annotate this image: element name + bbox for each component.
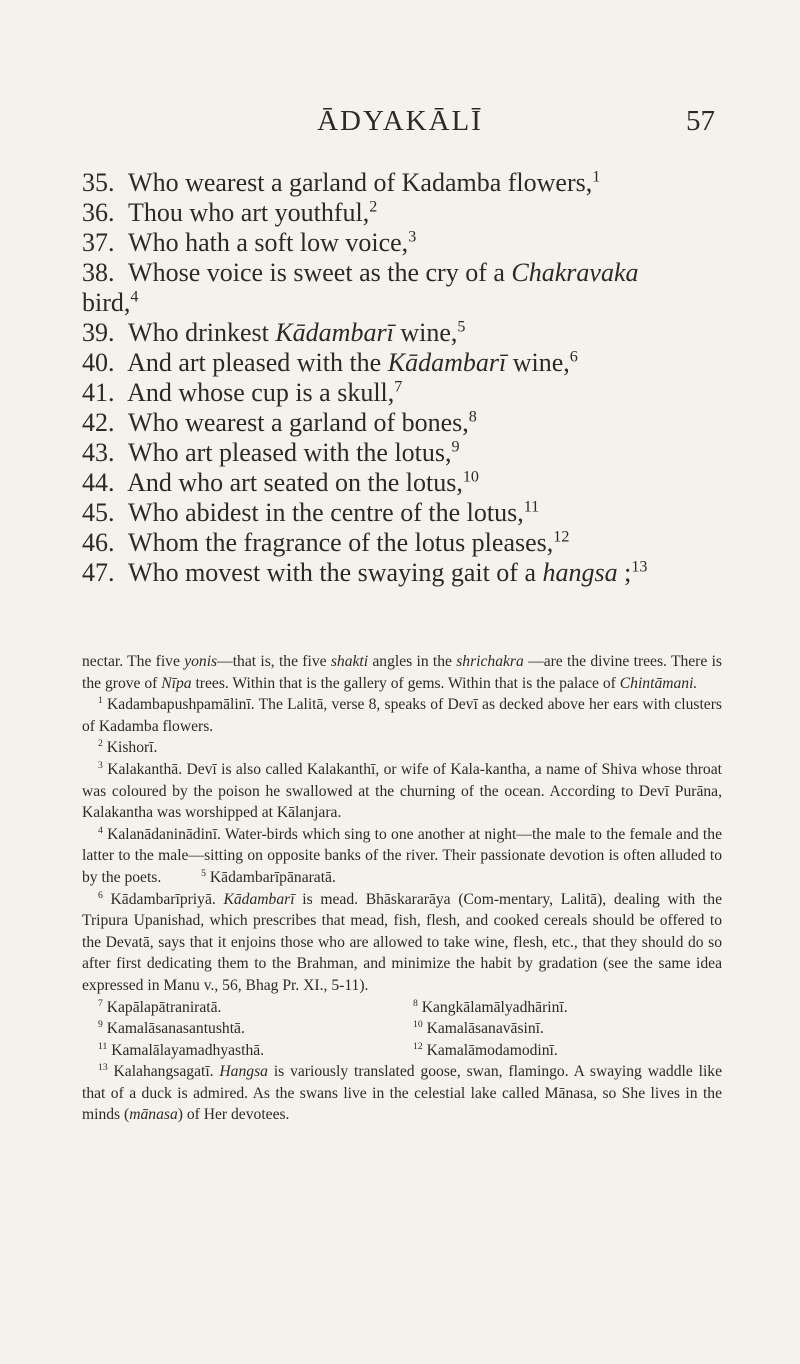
verse-36: 36. Thou who art youthful,$^2$ (82, 198, 378, 227)
footnote-2: $^2$ Kishorī. (98, 738, 158, 757)
footnote-13: $^{13}$ Kalahangsagatī. Hangsa is variously translated goose, swan, flamingo. A swaying waddle like that of a duck is admired. As the swans live in the celestial lake called Mānasa, so She lives in the minds (mānasa) of Her devotees. (82, 1062, 723, 1124)
verse-40: 40. And art pleased with the Kādambarī wine,$^6$ (82, 348, 578, 377)
verse-47: 47. Who movest with the swaying gait of a hangsa ;$^{13}$ (82, 558, 648, 587)
verse-37: 37. Who hath a soft low voice,$^3$ (82, 228, 417, 257)
footnote-pair-9-10: $^9$ Kamalāsanasantushtā. $^{10}$ Kamalāsanavāsinī. (98, 1018, 544, 1038)
running-head: ĀDYAKĀLĪ (317, 105, 483, 137)
footnote-pair-11-12: $^{11}$ Kamalālayamadhyasthā. $^{12}$ Kamalāmodamodinī. (98, 1040, 558, 1059)
page-number: 57 (686, 105, 715, 137)
footnote-4: $^4$ Kalanādaninādinī. Water-birds which sing to one another at night—the male to the female and the latter to the male—sitting on opposite banks of the river. Their passionate devotion is often alluded to by the poets. $^5$ Kādambarīpānaratā. (82, 824, 722, 886)
verse-44: 44. And who art seated on the lotus,$^{10}$ (82, 468, 479, 497)
verse-45: 45. Who abidest in the centre of the lotus,$^{11}$ (82, 498, 540, 527)
footnote-continuation: nectar. The five yonis—that is, the five shakti angles in the shrichakra —are the divine trees. There is the grove of Nīpa trees. Within that is the gallery of gems. Within that is the palace of Chintāmani. (82, 653, 722, 692)
verse-list (82, 168, 762, 588)
verse-43: 43. Who art pleased with the lotus,$^9$ (82, 438, 460, 467)
footnote-6: $^6$ Kādambarīpriyā. Kādambarī is mead. Bhāskararāya (Com-mentary, Lalitā), dealing with the Tripura Upanishad, which prescribes that mead, fish, flesh, and cooked cereals should be offered to the Devatā, says that it enjoins those who are allowed to take wine, flesh, etc., that they should do so after first dedicating them to the Brahman, and minimize the habit by gradation (see the same idea expressed in Manu v., 56, Bhag Pr. XI., 5-11). (82, 889, 722, 994)
verse-41: 41. And whose cup is a skull,$^7$ (82, 378, 403, 407)
footnote-3: $^3$ Kalakanthā. Devī is also called Kalakanthī, or wife of Kala-kantha, a name of Shiva whose throat was coloured by the poison he swallowed at the churning of the ocean. According to Devī Purāna, Kalakantha was worshipped at Kālanjara. (82, 759, 722, 822)
verse-46: 46. Whom the fragrance of the lotus pleases,$^{12}$ (82, 528, 570, 557)
verse-38-continuation: bird,$^4$ (82, 288, 139, 317)
verse-39: 39. Who drinkest Kādambarī wine,$^5$ (82, 318, 466, 347)
verse-38: 38. Whose voice is sweet as the cry of a Chakravaka (82, 258, 639, 287)
verse-35: 35. Who wearest a garland of Kadamba flowers,$^1$ (82, 168, 601, 197)
footnotes (82, 651, 722, 1126)
verse-42: 42. Who wearest a garland of bones,$^8$ (82, 408, 477, 437)
page-header (80, 105, 720, 145)
footnote-pair-7-8: $^7$ Kapālapātraniratā. $^8$ Kangkālamālyadhārinī. (98, 997, 568, 1016)
footnote-1: $^1$ Kadambapushpamālinī. The Lalitā, verse 8, speaks of Devī as decked above her ears with clusters of Kadamba flowers. (82, 695, 722, 735)
